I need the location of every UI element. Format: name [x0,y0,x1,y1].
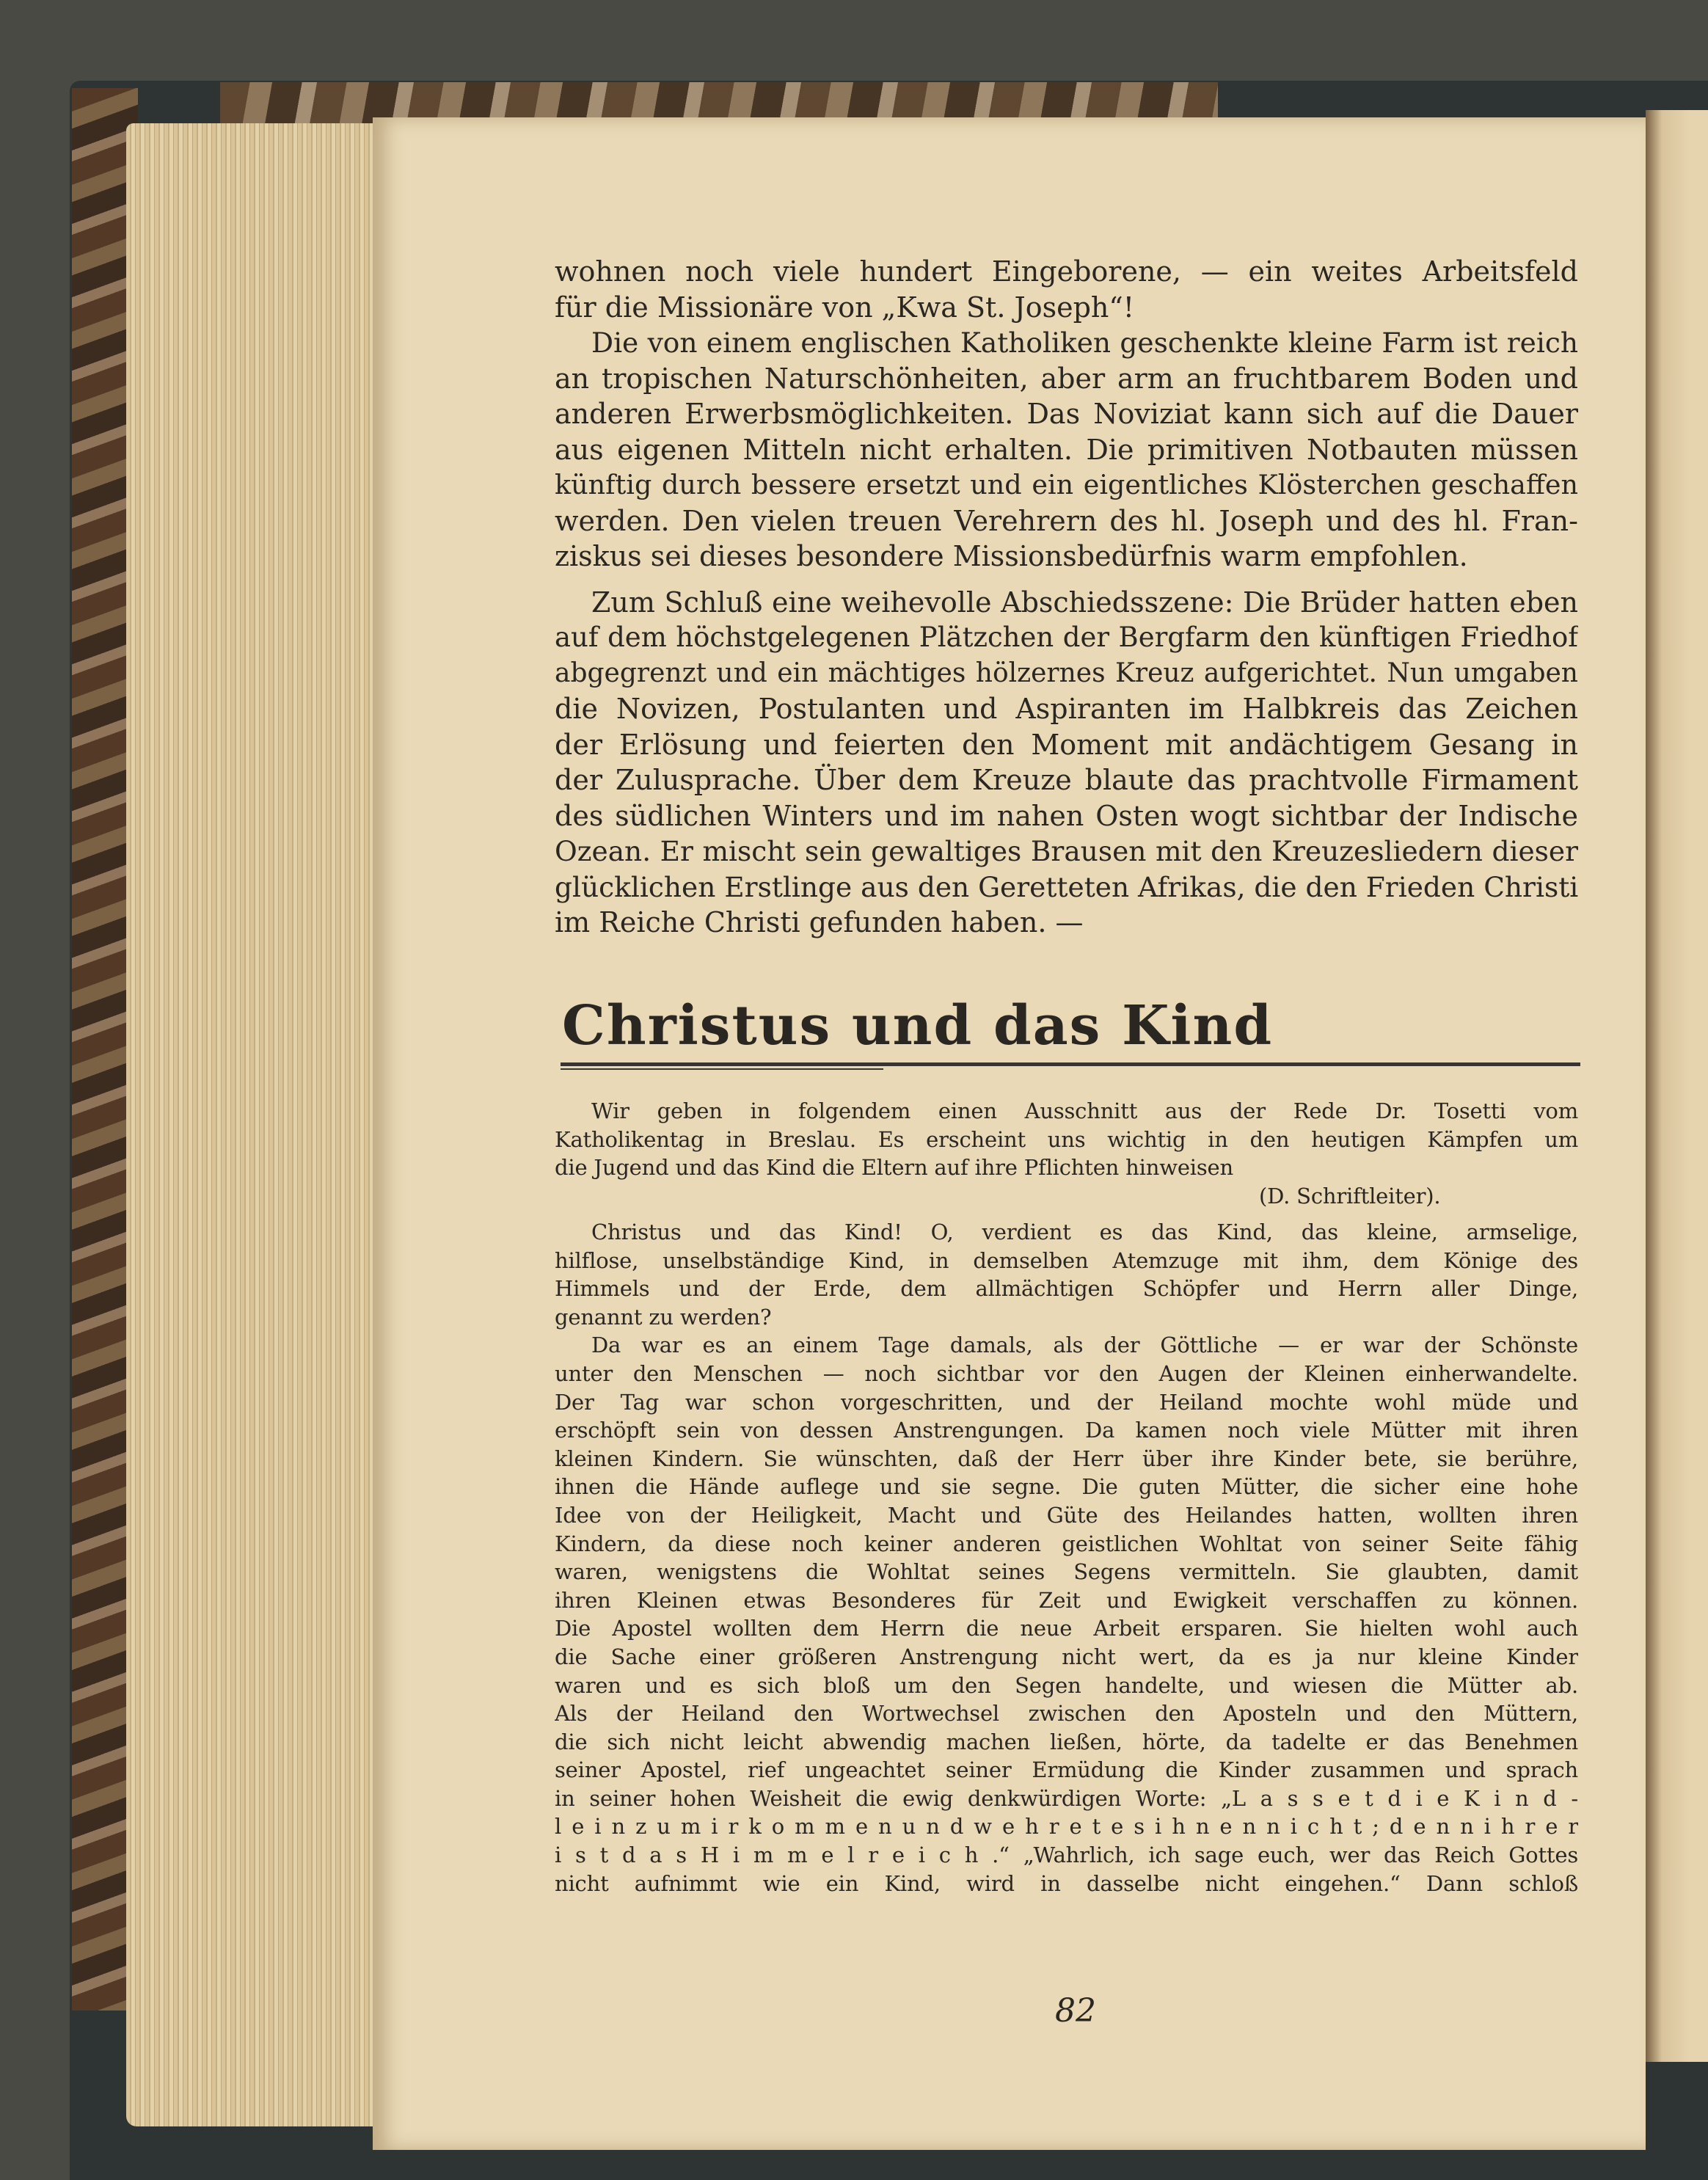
body-line: unter den Menschen — noch sichtbar vor den Augen der Kleinen einherwandelte. [555,1360,1578,1386]
intro-line: Wir geben in folgendem einen Ausschnitt aus der Rede Dr. Tosetti vom [591,1098,1578,1123]
body-line: l e i n z u m i r k o m m e n u n d w e h r e t e s i h n e n n i c h t ; d e n n i h r e r [555,1814,1578,1840]
body-line: waren, wenigstens die Wohltat seines Segens vermitteln. Sie glaubten, damit [555,1559,1578,1585]
text-line: wohnen noch viele hundert Eingeborene, — ein weites Arbeitsfeld [555,255,1578,288]
body-line: Kindern, da diese noch keiner anderen geistlichen Wohltat von seiner Seite fähig [555,1531,1578,1556]
text-line: aus eigenen Mitteln nicht erhalten. Die primitiven Notbauten müssen [555,433,1578,466]
body-line: seiner Apostel, rief ungeachtet seiner Ermüdung die Kinder zusammen und sprach [555,1757,1578,1783]
text-line: Ozean. Er mischt sein gewaltiges Brausen mit den Kreuzesliedern dieser [555,835,1578,867]
body-line: erschöpft sein von dessen Anstrengungen. Da kamen noch viele Mütter mit ihren [555,1418,1578,1443]
body-line: in seiner hohen Weisheit die ewig denkwürdigen Worte: „L a s s e t d i e K i n d - [555,1785,1578,1811]
body-line: die Sache einer größeren Anstrengung nicht wert, da es ja nur kleine Kinder [555,1644,1578,1669]
body-line: Christus und das Kind! O, verdient es das Kind, das kleine, armselige, [591,1220,1578,1244]
body-line: hilflose, unselbständige Kind, in demselben Atemzuge mit ihm, dem Könige des [555,1247,1578,1273]
body-line: Als der Heiland den Wortwechsel zwischen den Aposteln und den Müttern, [555,1701,1578,1727]
body-line: ihnen die Hände auflege und sie segne. Die guten Mütter, die sicher eine hohe [555,1474,1578,1500]
text-line: im Reiche Christi gefunden haben. — [555,906,1084,938]
intro-line: die Jugend und das Kind die Eltern auf ihre Pflichten hinweisen [555,1155,1233,1181]
page-stack-edges [126,123,379,2126]
article-heading: Christus und das Kind [562,994,1274,1057]
body-line: Der Tag war schon vorgeschritten, und der Heiland mochte wohl müde und [555,1389,1578,1415]
body-line: Da war es an einem Tage damals, als der Göttliche — er war der Schönste [591,1333,1578,1358]
body-line: i s t d a s H i m m e l r e i c h .“ „Wahrlich, ich sage euch, wer das Reich Gottes [555,1842,1578,1868]
body-line: kleinen Kindern. Sie wünschten, daß der Herr über ihre Kinder bete, sie berühre, [555,1446,1578,1471]
text-line: der Erlösung und feierten den Moment mit andächtigem Gesang in [555,728,1578,761]
body-line: Himmels und der Erde, dem allmächtigen Schöpfer und Herrn aller Dinge, [555,1276,1578,1302]
heading-rule-thin [561,1068,883,1070]
facing-page-edge [1646,110,1708,2062]
intro-block [555,1097,1578,1210]
body-line: nicht aufnimmt wie ein Kind, wird in dasselbe nicht eingehen.“ Dann schloß [555,1870,1578,1896]
text-line: glücklichen Erstlinge aus den Geretteten Afrikas, die den Frieden Christi [555,870,1578,903]
text-line: des südlichen Winters und im nahen Osten wogt sichtbar der Indische [555,799,1578,832]
top-text-block [555,254,1578,941]
body-line: genannt zu werden? [555,1304,772,1330]
text-line: für die Missionäre von „Kwa St. Joseph“! [555,291,1135,324]
body-line: waren und es sich bloß um den Segen handelte, und wiesen die Mütter ab. [555,1672,1578,1698]
heading-rule [561,1062,1580,1066]
text-line: an tropischen Naturschönheiten, aber arm an fruchtbarem Boden und [555,362,1578,395]
text-line: künftig durch bessere ersetzt und ein eigentliches Klösterchen geschaffen [555,469,1578,500]
page-number: 82 [1055,1992,1096,2030]
intro-signature: (D. Schriftleiter). [1259,1183,1441,1209]
text-line: der Zulusprache. Über dem Kreuze blaute das prachtvolle Firmament [555,764,1578,796]
body-line: Die Apostel wollten dem Herrn die neue Arbeit ersparen. Sie hielten wohl auch [555,1616,1578,1641]
book-page [373,117,1646,2150]
text-line: auf dem höchstgelegenen Plätzchen der Bergfarm den künftigen Friedhof [555,621,1578,653]
text-line: Die von einem englischen Katholiken geschenkte kleine Farm ist reich [591,327,1578,359]
body-line: ihren Kleinen etwas Besonderes für Zeit und Ewigkeit verschaffen zu können. [555,1587,1578,1613]
text-line: die Novizen, Postulanten und Aspiranten im Halbkreis das Zeichen [555,693,1578,725]
body-line: Idee von der Heiligkeit, Macht und Güte des Heilandes hatten, wollten ihren [555,1502,1578,1528]
text-line: anderen Erwerbsmöglichkeiten. Das Noviziat kann sich auf die Dauer [555,398,1578,430]
text-line: ziskus sei dieses besondere Missionsbedürfnis warm empfohlen. [555,540,1468,572]
text-line: Zum Schluß eine weihevolle Abschiedsszene: Die Brüder hatten eben [591,586,1578,619]
intro-line: Katholikentag in Breslau. Es erscheint uns wichtig in den heutigen Kämpfen um [555,1126,1578,1152]
text-line: abgegrenzt und ein mächtiges hölzernes Kreuz aufgerichtet. Nun umgaben [555,657,1578,688]
body-line: die sich nicht leicht abwendig machen ließen, hörte, da tadelte er das Benehmen [555,1729,1578,1754]
body-block [555,1218,1578,1898]
text-line: werden. Den vielen treuen Verehrern des hl. Joseph und des hl. Fran- [555,504,1578,537]
